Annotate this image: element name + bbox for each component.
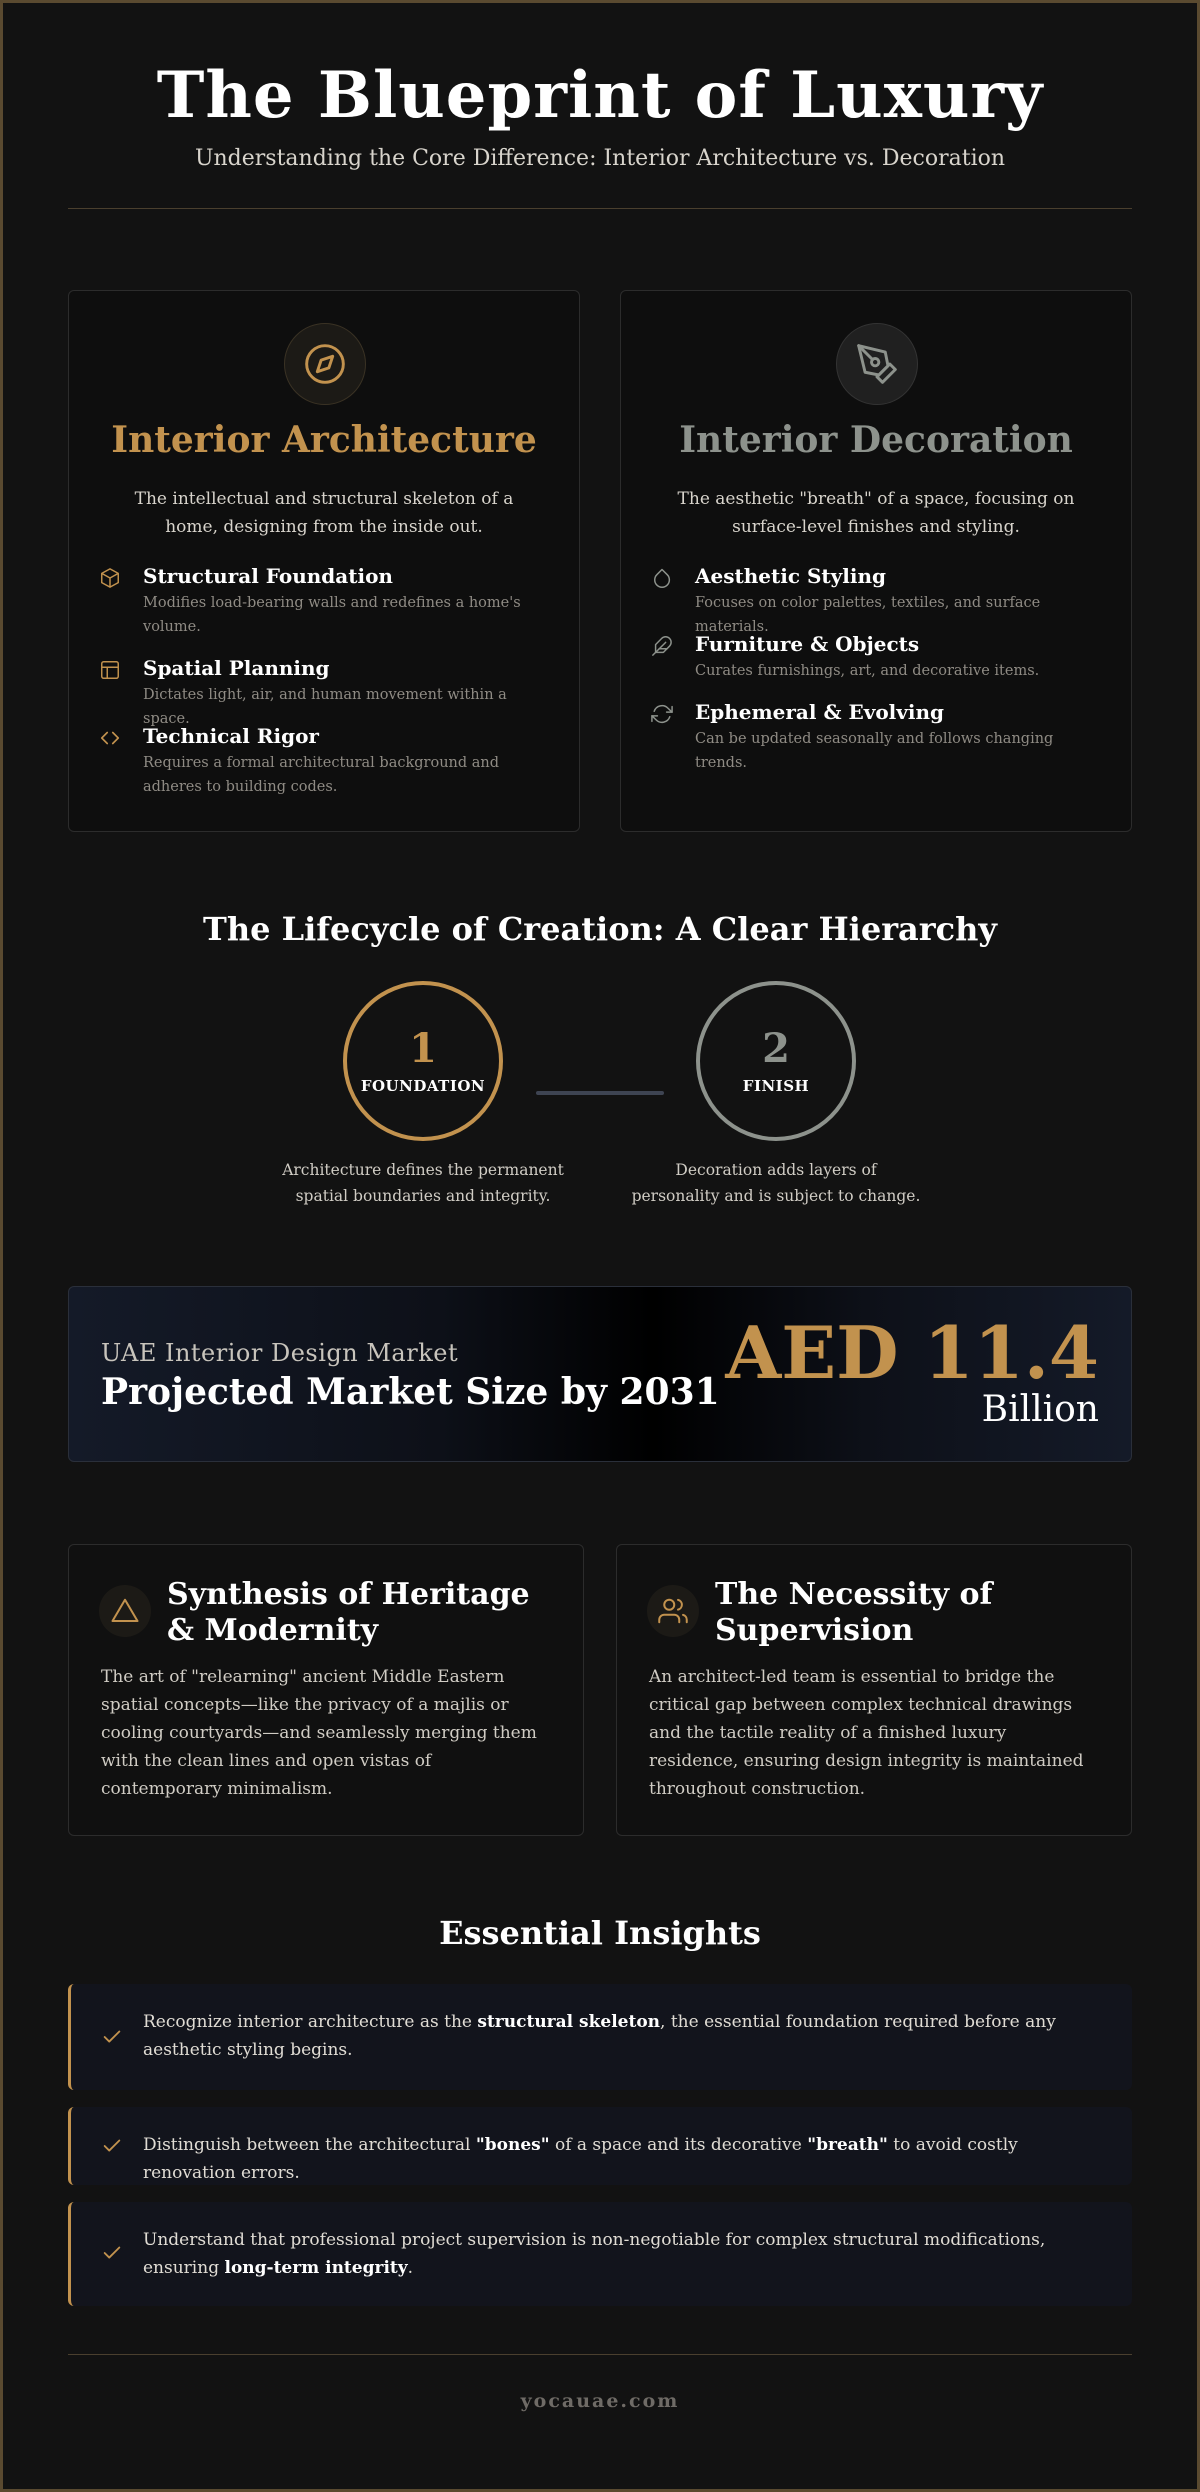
lifecycle-title: The Lifecycle of Creation: A Clear Hierarchy (203, 910, 997, 948)
pen-tool-icon (836, 323, 918, 405)
feature-title: Spatial Planning (143, 656, 330, 680)
stage-number: 1 (409, 1025, 437, 1072)
layout-icon (99, 655, 129, 731)
stage-description: Decoration adds layers of personality and is subject to change. (631, 1161, 921, 1205)
feature-item (651, 563, 1101, 639)
concept-title: Synthesis of Heritage & Modernity (167, 1577, 530, 1648)
footer-domain: yocauae.com (520, 2390, 680, 2412)
feature-item (651, 631, 1101, 683)
decoration-description: The aesthetic "breath" of a space, focusing on surface-level finishes and styling. (677, 489, 1075, 537)
heritage-card (68, 1544, 584, 1836)
feature-item (99, 723, 549, 799)
insight-item (68, 2202, 1132, 2306)
market-value: AED 11.4 (725, 1310, 1099, 1395)
feature-title: Aesthetic Styling (695, 564, 887, 588)
feature-title: Structural Foundation (143, 564, 393, 588)
feature-item (651, 699, 1101, 775)
insight-text: Understand that professional project supervision is non-negotiable for complex structural modifications, ensuring long-term integrity. (143, 2230, 1046, 2278)
feature-text: Can be updated seasonally and follows changing trends. (695, 731, 1054, 771)
market-unit: Billion (981, 1389, 1099, 1430)
cube-icon (99, 563, 129, 639)
concept-text: The art of "relearning" ancient Middle Eastern spatial concepts—like the privacy of a majlis or cooling courtyards—and seamlessly merging them with the clean lines and open vistas of contemporary minimalism. (101, 1667, 537, 1799)
market-kicker: UAE Interior Design Market (101, 1339, 459, 1367)
droplet-icon (651, 563, 681, 639)
feather-icon (651, 631, 681, 683)
feature-item (99, 563, 549, 639)
feature-item (99, 655, 549, 731)
triangle-icon (99, 1585, 151, 1637)
feature-text: Requires a formal architectural background and adheres to building codes. (143, 755, 500, 795)
stage-connector (536, 1091, 664, 1095)
stage-label: FOUNDATION (360, 1077, 486, 1095)
page-title: The Blueprint of Luxury (156, 58, 1044, 133)
feature-text: Dictates light, air, and human movement within a space. (143, 687, 507, 727)
insight-item (68, 2107, 1132, 2185)
feature-title: Furniture & Objects (695, 632, 920, 656)
market-banner (68, 1286, 1132, 1462)
stage-number: 2 (762, 1025, 790, 1072)
decoration-card (620, 290, 1132, 832)
concept-text: An architect-led team is essential to bridge the critical gap between complex technical drawings and the tactile reality of a finished luxury residence, ensuring design integrity is maintained throughout construction. (649, 1667, 1084, 1799)
feature-text: Modifies load-bearing walls and redefines a home's volume. (143, 595, 521, 635)
feature-text: Focuses on color palettes, textiles, and surface materials. (695, 595, 1041, 635)
stage-description: Architecture defines the permanent spatial boundaries and integrity. (282, 1161, 564, 1205)
users-icon (647, 1585, 699, 1637)
check-icon (101, 2026, 123, 2048)
architecture-title: Interior Architecture (111, 419, 537, 461)
header-divider (68, 208, 1132, 209)
feature-title: Ephemeral & Evolving (695, 700, 945, 724)
architecture-card (68, 290, 580, 832)
page-header (68, 56, 1132, 174)
insight-item (68, 1984, 1132, 2090)
decoration-title: Interior Decoration (679, 419, 1073, 461)
refresh-icon (651, 699, 681, 775)
concept-title: The Necessity of Supervision (715, 1577, 993, 1648)
stage-label: FINISH (742, 1077, 810, 1095)
check-icon (101, 2135, 123, 2157)
page-subtitle: Understanding the Core Difference: Interior Architecture vs. Decoration (194, 146, 1006, 171)
supervision-card (616, 1544, 1132, 1836)
code-icon (99, 723, 129, 799)
insight-text: Recognize interior architecture as the structural skeleton, the essential foundation required before any aesthetic styling begins. (143, 2012, 1056, 2060)
check-icon (101, 2242, 123, 2264)
compass-icon (284, 323, 366, 405)
architecture-description: The intellectual and structural skeleton of a home, designing from the inside out. (134, 489, 514, 537)
stage-finish (696, 981, 856, 1141)
insight-text: Distinguish between the architectural "bones" of a space and its decorative "breath" to avoid costly renovation errors. (143, 2135, 1018, 2183)
feature-text: Curates furnishings, art, and decorative items. (695, 663, 1040, 679)
market-headline: Projected Market Size by 2031 (101, 1371, 720, 1413)
feature-title: Technical Rigor (143, 724, 319, 748)
footer-divider (68, 2354, 1132, 2355)
insights-title: Essential Insights (439, 1914, 761, 1952)
stage-foundation (343, 981, 503, 1141)
